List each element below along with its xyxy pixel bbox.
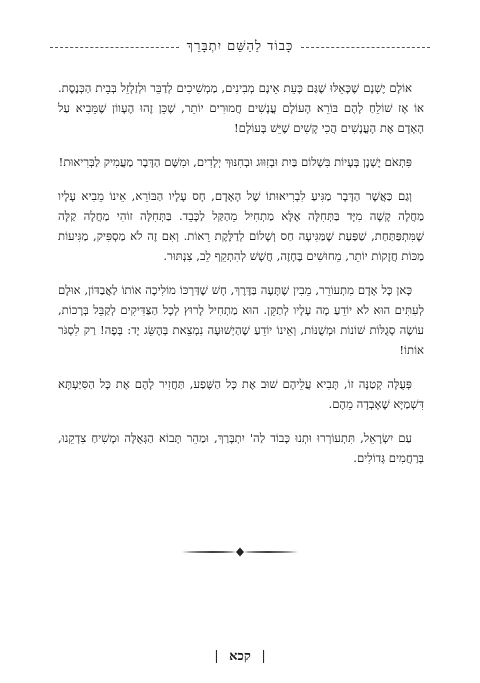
paragraph: פִּתְאֹם יֶשְׁנָן בְּעָיוֹת בִּשְׁלוֹם בַּיִת וּבְזִוּוּג וּבְחִנּוּךְ יְלָדִים, וּמִשָּׁם הַדָּבָר מַעֲמִיק לַבְּרִיאוּת! <box>58 155 412 169</box>
paragraph: וְגַם כַּאֲשֶׁר הַדָּבָר מַגִּיעַ לִבְרִיאוּתוֹ שֶׁל הָאָדָם, חָס עָלָיו הַבּוֹרֵא, אֵינוֹ מֵבִיא עָלָיו מַחֲלָה קָשָׁה מִיָּד בַּתְּחִלָּה אֶלָּא מַתְחִיל מֵהַקַּל לַכָּבֵד. בַּתְּחִלָּה זוֹהִי מַחֲלָה קַלָּה שֶׁמִּתְפַּתַּחַת, שַׁפַּעַת שֶׁמַּגִּיעָה חַס וְשָׁלוֹם לְדַלֶּקֶת רֵאוֹת. וְאִם זֶה לֹא מַסְפִּיק, מַגִּיעוֹת מַכּוֹת חֲזָקוֹת יוֹתֵר, מֵחוּשִׁים בֶּחָזֶה, חֲשָׁשׁ לְהִתְקֵף לֵב, צִנְתּוּר. <box>58 189 424 263</box>
paragraph: אוֹלָם יֶשְׁנָם שֶׁכָּאֵלּוּ שֶׁגַּם כָּעֵת אֵינָם מְבִינִים, מַמְשִׁיכִים לְדַבֵּר וּלְזַלְזֵל בְּבֵית הַכְּנֶסֶת. אוֹ אָז שׁוֹלֵחַ לָהֶם בּוֹרֵא הָעוֹלָם עֳנָשִׁים חֲמוּרִים יוֹתֵר, שֶׁכֵּן זֶהוּ הֶעָווֹן שֶׁמֵּבִיא עַל הָאָדָם אֶת הָעֳנָשִׁים הֲכִי קָשִׁים שֶׁיֵּשׁ בָּעוֹלָם! <box>58 81 424 135</box>
page-footer <box>0 648 480 664</box>
paragraph: כָּאן כָּל אָדָם מִתְעוֹרֵר, מֵבִין שֶׁתָּעָה בַּדֶּרֶךְ, חָשׁ שֶׁדַּרְכּוֹ מוֹלִיכָה אוֹתוֹ לַאֲבַדּוֹן, אוּלָם לְעִתִּים הוּא לֹא יוֹדֵעַ מָה עָלָיו לְתַקֵּן. הוּא מַתְחִיל לָרוּץ לְכָל הַצַּדִּיקִים לְקַבֵּל בְּרָכוֹת, עוֹשֶׂה סְגֻלּוֹת שׁוֹנוֹת וּמְשֻׁנּוֹת, וְאֵינוֹ יוֹדֵעַ שֶׁהַיְשׁוּעָה נִמְצֵאת בְּהֶשֵּׂג יָד: בְּפֶה! רַק לִסְגֹּר אוֹתוֹ! <box>58 283 424 357</box>
footer-bar-left: | <box>214 649 219 664</box>
paragraph: פְּעֻלָּה קְטַנָּה זוֹ, תָּבִיא עֲלֵיהֶם שׁוּב אֶת כָּל הַשֶּׁפַע, תַּחֲזִיר לָהֶם אֶת כָּל הַסִּיַּעְתָּא דִּשְׁמַיָּא שֶׁאָבְדָה מֵהֶם. <box>58 377 424 411</box>
footer-bar-right: | <box>261 649 266 664</box>
paragraph: עַם יִשְׂרָאֵל, תִּתְעוֹרְרוּ וּתְנוּ כָּבוֹד לַה' יִתְבָּרַךְ, וּמַהֵר תָּבוֹא הַגְּאֻלָּה וּמָשִׁיחַ צִדְקֵנוּ, בְּרַחֲמִים גְּדוֹלִים. <box>58 431 424 465</box>
header-dash-right <box>301 47 430 48</box>
header-dash-left <box>50 47 179 48</box>
header-title: כָּבוֹד לַהַשֵּׁם יִתְבָּרֵךְ <box>186 39 294 54</box>
ornament-divider <box>180 545 300 559</box>
running-header <box>50 36 430 56</box>
main-text <box>58 78 424 482</box>
page-number: קכא <box>229 649 251 664</box>
